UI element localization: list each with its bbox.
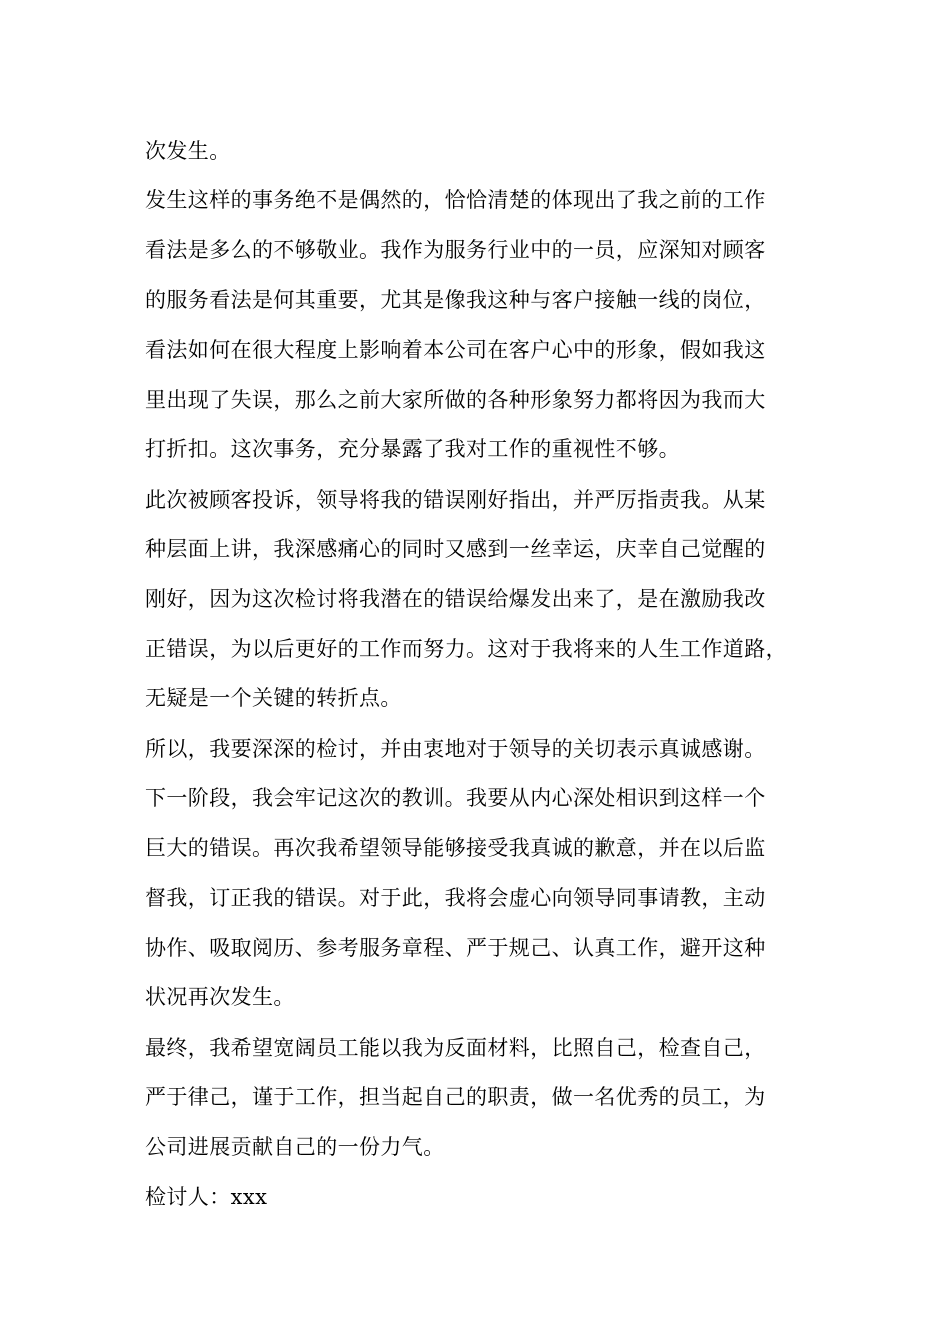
text-line-19: 最终，我希望宽阔员工能以我为反面材料，比照自己，检查自己，	[145, 1036, 766, 1060]
signature-line: 检讨人：xxx	[145, 1185, 268, 1209]
text-line-2: 发生这样的事务绝不是偶然的，恰恰清楚的体现出了我之前的工作	[145, 188, 766, 212]
text-line-12: 无疑是一个关键的转折点。	[145, 686, 402, 710]
text-line-20: 严于律己，谨于工作，担当起自己的职责，做一名优秀的员工，为	[145, 1085, 766, 1109]
text-line-6: 里出现了失误，那么之前大家所做的各种形象努力都将因为我而大	[145, 388, 766, 412]
text-line-10: 刚好，因为这次检讨将我潜在的错误给爆发出来了，是在激励我改	[145, 587, 766, 611]
text-line-7: 打折扣。这次事务，充分暴露了我对工作的重视性不够。	[145, 437, 680, 461]
text-line-8: 此次被顾客投诉，领导将我的错误刚好指出，并严厉指责我。从某	[145, 488, 766, 512]
text-line-21: 公司进展贡献自己的一份力气。	[145, 1135, 445, 1159]
text-line-1: 次发生。	[145, 139, 231, 163]
text-line-4: 的服务看法是何其重要，尤其是像我这种与客户接触一线的岗位，	[145, 288, 766, 312]
text-line-11: 正错误，为以后更好的工作而努力。这对于我将来的人生工作道路，	[145, 637, 787, 661]
text-line-14: 下一阶段，我会牢记这次的教训。我要从内心深处相识到这样一个	[145, 786, 766, 810]
text-line-9: 种层面上讲，我深感痛心的同时又感到一丝幸运，庆幸自己觉醒的	[145, 537, 766, 561]
text-line-5: 看法如何在很大程度上影响着本公司在客户心中的形象，假如我这	[145, 338, 766, 362]
text-line-3: 看法是多么的不够敬业。我作为服务行业中的一员，应深知对顾客	[145, 238, 766, 262]
text-line-16: 督我，订正我的错误。对于此，我将会虚心向领导同事请教，主动	[145, 886, 766, 910]
text-line-17: 协作、吸取阅历、参考服务章程、严于规己、认真工作，避开这种	[145, 936, 766, 960]
text-line-13: 所以，我要深深的检讨，并由衷地对于领导的关切表示真诚感谢。	[145, 737, 766, 761]
text-line-15: 巨大的错误。再次我希望领导能够接受我真诚的歉意，并在以后监	[145, 836, 766, 860]
text-line-18: 状况再次发生。	[145, 985, 295, 1009]
